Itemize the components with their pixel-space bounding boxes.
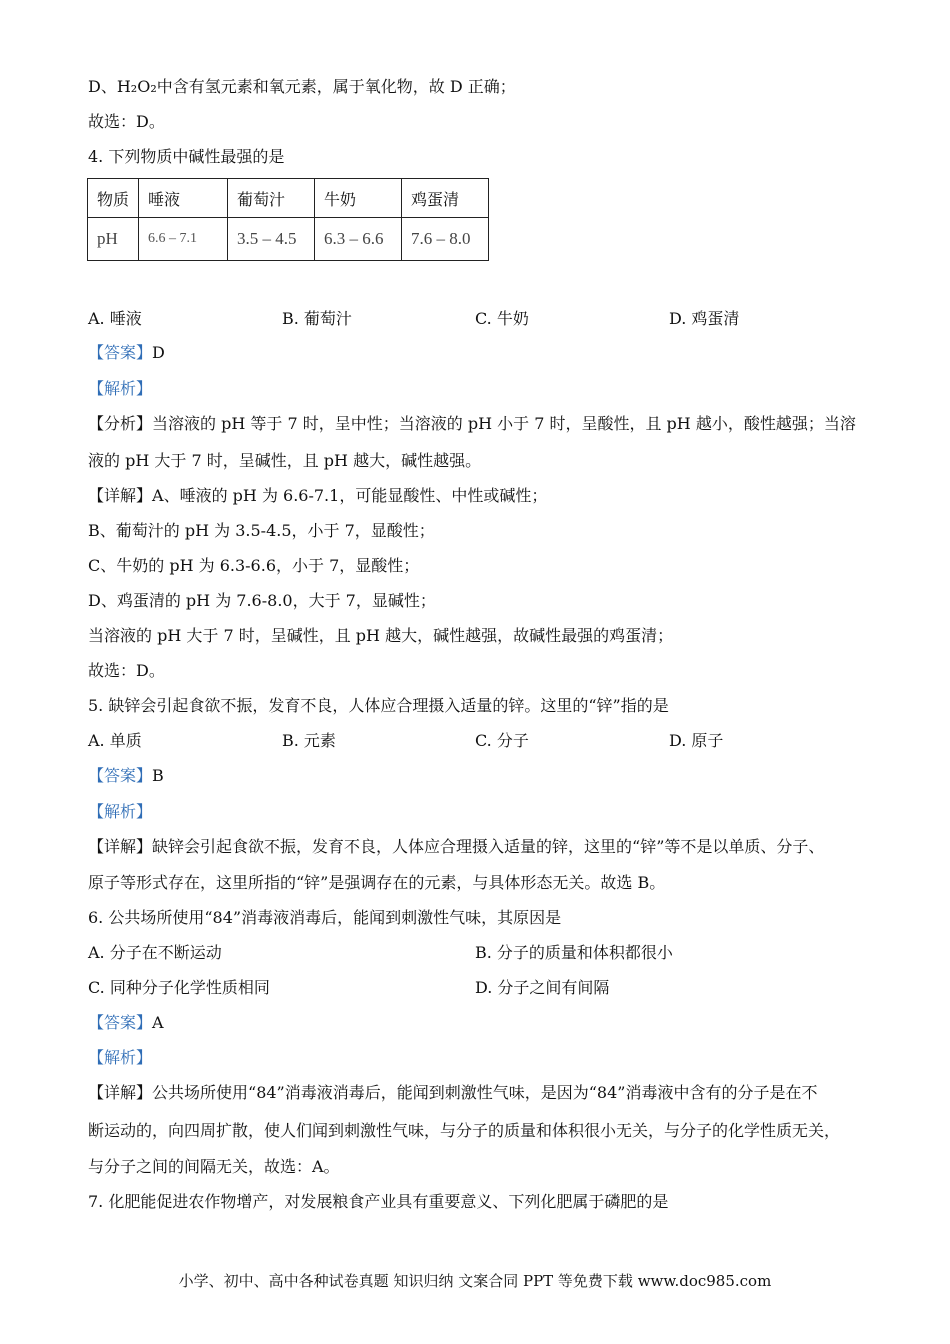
question-5: 5. 缺锌会引起食欲不振，发育不良，人体应合理摄入适量的锌。这里的“锌”指的是 — [88, 696, 669, 715]
text-line: D、鸡蛋清的 pH 为 7.6-8.0，大于 7，显碱性； — [88, 591, 436, 610]
answer-tag: 【答案】 — [88, 1013, 153, 1032]
table-header-cell: 牛奶 — [315, 179, 402, 218]
text-line — [88, 1083, 817, 1103]
text-line: 故选：D。 — [88, 112, 165, 131]
analysis-heading: 【解析】 — [88, 802, 153, 821]
answer-tag: 【答案】 — [88, 343, 153, 362]
text-line: C、牛奶的 pH 为 6.3-6.6，小于 7，显酸性； — [88, 556, 420, 575]
option-a: A. 分子在不断运动 — [88, 943, 222, 962]
answer-line — [88, 1013, 164, 1033]
answer-value: A — [152, 1013, 164, 1032]
option-d: D. 鸡蛋清 — [669, 309, 740, 328]
question-4: 4. 下列物质中碱性最强的是 — [88, 147, 285, 166]
text-line: 液的 pH 大于 7 时，呈碱性，且 pH 越大，碱性越强。 — [88, 451, 482, 470]
text-line: 原子等形式存在，这里所指的“锌”是强调存在的元素，与具体形态无关。故选 B。 — [88, 873, 666, 892]
analysis-text: 当溶液的 pH 等于 7 时，呈中性；当溶液的 pH 小于 7 时，呈酸性，且 pH 越小，酸性越强；当溶 — [152, 414, 856, 433]
ph-table — [87, 178, 489, 261]
analysis-heading: 【解析】 — [88, 379, 153, 398]
page-footer: 小学、初中、高中各种试卷真题 知识归纳 文案合同 PPT 等免费下载 www.doc985.com — [178, 1272, 772, 1290]
option-c: C. 牛奶 — [475, 309, 529, 328]
text-line: 当溶液的 pH 大于 7 时，呈碱性，且 pH 越大，碱性越强，故碱性最强的鸡蛋清； — [88, 626, 674, 645]
option-b: B. 分子的质量和体积都很小 — [475, 943, 673, 962]
answer-line — [88, 343, 165, 363]
table-header-cell: 唾液 — [139, 179, 228, 218]
detail-text: A、唾液的 pH 为 6.6-7.1，可能显酸性、中性或碱性； — [152, 486, 548, 505]
text-line — [88, 837, 824, 857]
text-line — [88, 414, 856, 434]
table-cell: 6.3 – 6.6 — [315, 218, 402, 261]
answer-tag: 【答案】 — [88, 766, 153, 785]
question-7: 7. 化肥能促进农作物增产，对发展粮食产业具有重要意义、下列化肥属于磷肥的是 — [88, 1192, 669, 1211]
option-c: C. 同种分子化学性质相同 — [88, 978, 270, 997]
table-row-label: pH — [88, 218, 139, 261]
detail-text: 缺锌会引起食欲不振，发育不良，人体应合理摄入适量的锌，这里的“锌”等不是以单质、分子、 — [152, 837, 825, 856]
answer-value: D — [152, 343, 165, 362]
detail-tag: 【详解】 — [88, 837, 153, 856]
text-line: B、葡萄汁的 pH 为 3.5-4.5，小于 7，显酸性； — [88, 521, 435, 540]
option-b: B. 元素 — [282, 731, 336, 750]
question-6: 6. 公共场所使用“84”消毒液消毒后，能闻到刺激性气味，其原因是 — [88, 908, 562, 927]
text-line: 断运动的，向四周扩散，使人们闻到刺激性气味，与分子的质量和体积很小无关，与分子的化学性质无关， — [88, 1121, 841, 1140]
analysis-tag: 【分析】 — [88, 414, 153, 433]
table-row — [88, 218, 489, 261]
answer-value: B — [152, 766, 164, 785]
option-a: A. 唾液 — [88, 309, 142, 328]
detail-tag: 【详解】 — [88, 486, 153, 505]
table-header-cell: 物质 — [88, 179, 139, 218]
table-cell: 6.6 – 7.1 — [139, 218, 228, 261]
option-d: D. 原子 — [669, 731, 724, 750]
text-line: 故选：D。 — [88, 661, 165, 680]
analysis-heading: 【解析】 — [88, 1048, 153, 1067]
text-line: D、H₂O₂中含有氢元素和氧元素，属于氧化物，故 D 正确； — [88, 77, 516, 96]
table-header-cell: 葡萄汁 — [228, 179, 315, 218]
table-cell: 7.6 – 8.0 — [402, 218, 489, 261]
option-b: B. 葡萄汁 — [282, 309, 352, 328]
table-header-cell: 鸡蛋清 — [402, 179, 489, 218]
text-line: 与分子之间的间隔无关，故选：A。 — [88, 1157, 340, 1176]
answer-line — [88, 766, 164, 786]
option-c: C. 分子 — [475, 731, 529, 750]
table-cell: 3.5 – 4.5 — [228, 218, 315, 261]
option-d: D. 分子之间有间隔 — [475, 978, 610, 997]
text-line — [88, 486, 547, 506]
detail-text: 公共场所使用“84”消毒液消毒后，能闻到刺激性气味，是因为“84”消毒液中含有的分子是在不 — [152, 1083, 818, 1102]
detail-tag: 【详解】 — [88, 1083, 153, 1102]
table-header-row — [88, 179, 489, 218]
option-a: A. 单质 — [88, 731, 142, 750]
